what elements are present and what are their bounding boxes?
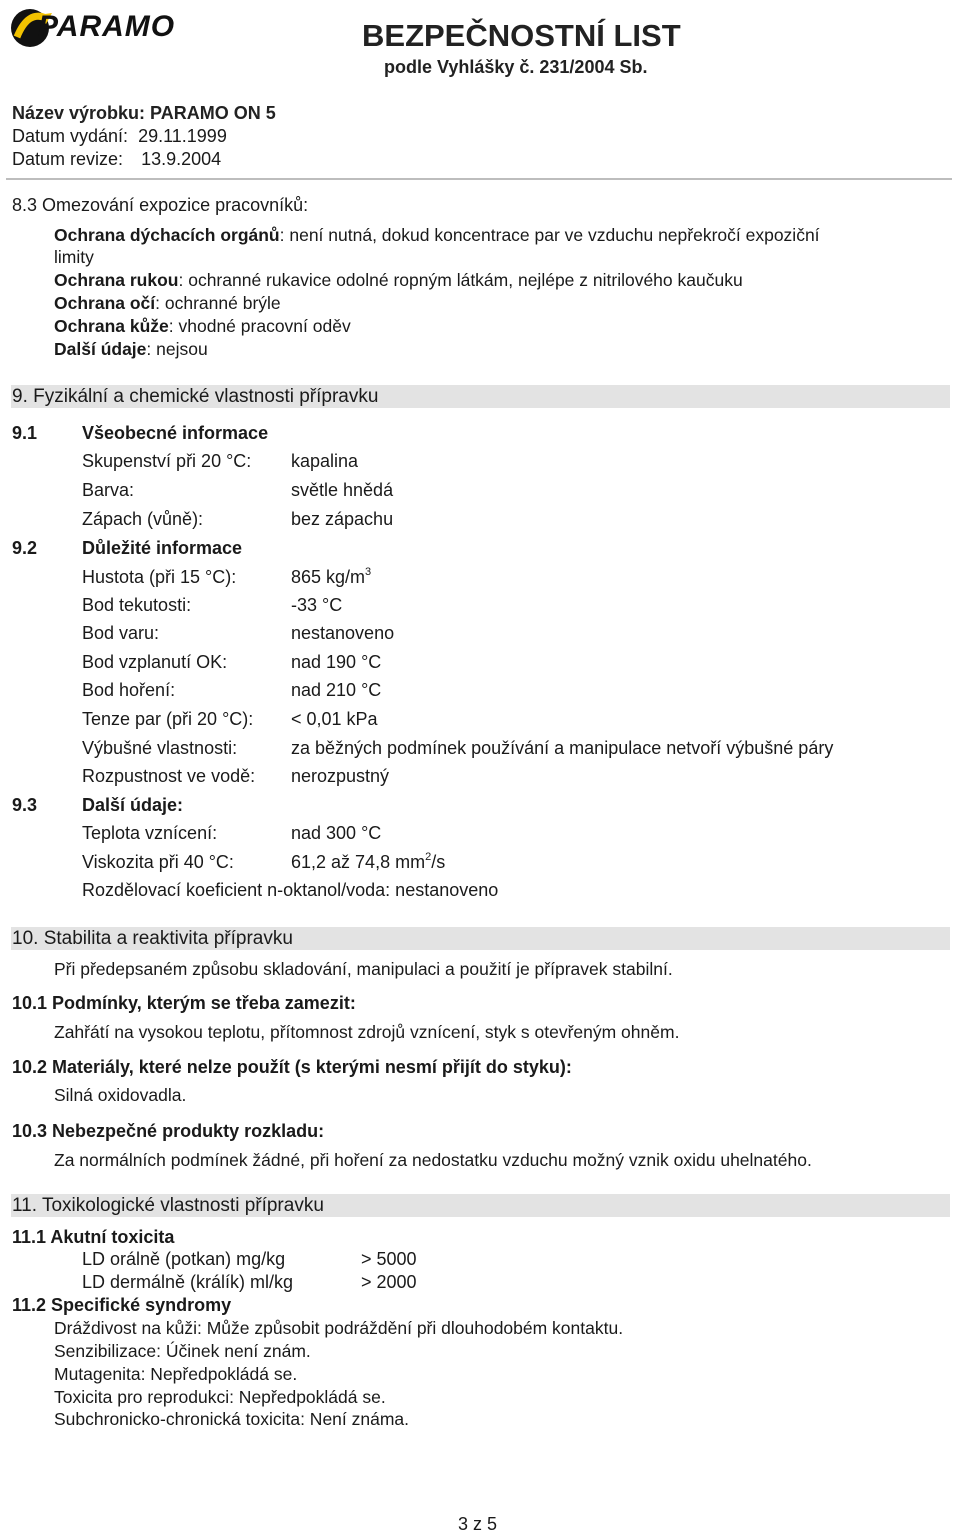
s91-num: 9.1 <box>12 423 38 443</box>
viscosity-value-text: 61,2 až 74,8 mm <box>291 852 426 872</box>
important-label: Tenze par (při 20 °C): <box>82 709 254 729</box>
s11-heading <box>11 1194 950 1217</box>
important-value: nerozpustný <box>291 766 390 786</box>
acute-label: LD orálně (potkan) mg/kg <box>82 1249 286 1269</box>
important-value: za běžných podmínek používání a manipulace netvoří výbušné páry <box>291 738 834 758</box>
general-value: bez zápachu <box>291 509 394 529</box>
partition-coefficient: Rozdělovací koeficient n-oktanol/voda: nestanoveno <box>82 880 499 900</box>
resp-text-cont: limity <box>54 247 94 267</box>
s10-title: 10. Stabilita a reaktivita přípravku <box>12 928 293 949</box>
page-number: 3 z 5 <box>458 1514 498 1534</box>
resp-text: : není nutná, dokud koncentrace par ve vzduchu nepřekročí expoziční <box>279 225 820 245</box>
s91-title: Všeobecné informace <box>82 423 269 443</box>
important-label: Bod varu: <box>82 623 160 643</box>
revision-value: 13.9.2004 <box>141 149 222 169</box>
s83-skin <box>54 315 351 337</box>
s102-title: 10.2 Materiály, které nelze použít (s kterými nesmí přijít do styku): <box>12 1057 572 1077</box>
general-value: světle hnědá <box>291 480 394 500</box>
revision-label: Datum revize: <box>12 149 124 169</box>
skin-label: Ochrana kůže <box>54 316 169 336</box>
other-text: : nejsou <box>146 339 208 359</box>
acute-value: > 2000 <box>361 1272 417 1292</box>
s83-respiratory <box>54 224 820 246</box>
important-value: nad 210 °C <box>291 680 382 700</box>
ignition-value: nad 300 °C <box>291 823 382 843</box>
paramo-logo <box>8 4 208 52</box>
important-label: Bod vzplanutí OK: <box>82 652 228 672</box>
header-divider <box>6 178 952 180</box>
s103-title: 10.3 Nebezpečné produkty rozkladu: <box>12 1121 325 1141</box>
s101-text: Zahřátí na vysokou teplotu, přítomnost zdrojů vznícení, styk s otevřeným ohněm. <box>54 1022 680 1042</box>
syndrome-item: Mutagenita: Nepředpokládá se. <box>54 1364 298 1384</box>
eyes-label: Ochrana očí <box>54 293 156 313</box>
syndrome-item: Toxicita pro reprodukci: Nepředpokládá se. <box>54 1387 386 1407</box>
issue-value: 29.11.1999 <box>138 126 227 146</box>
general-label: Barva: <box>82 480 135 500</box>
viscosity-label: Viskozita při 40 °C: <box>82 852 234 872</box>
s101-title: 10.1 Podmínky, kterým se třeba zamezit: <box>12 993 356 1013</box>
s11-title: 11. Toxikologické vlastnosti přípravku <box>12 1195 324 1216</box>
s92-title: Důležité informace <box>82 538 243 558</box>
ignition-label: Teplota vznícení: <box>82 823 218 843</box>
general-value: kapalina <box>291 451 359 471</box>
density-value-text: 865 kg/m <box>291 567 366 587</box>
s93-title: Další údaje: <box>82 795 184 815</box>
s10-text: Při předepsaném způsobu skladování, manipulaci a použití je přípravek stabilní. <box>54 959 673 979</box>
doc-subtitle: podle Vyhlášky č. 231/2004 Sb. <box>384 57 648 77</box>
s9-heading <box>11 385 950 408</box>
eyes-text: : ochranné brýle <box>155 293 281 313</box>
s9-title: 9. Fyzikální a chemické vlastnosti přípravku <box>12 386 379 407</box>
hands-text: : ochranné rukavice odolné ropným látkám, nejlépe z nitrilového kaučuku <box>178 270 743 290</box>
density-label: Hustota (při 15 °C): <box>82 567 237 587</box>
acute-label: LD dermálně (králík) ml/kg <box>82 1272 294 1292</box>
general-label: Zápach (vůně): <box>82 509 204 529</box>
s112-title: 11.2 Specifické syndromy <box>12 1295 232 1315</box>
general-label: Skupenství při 20 °C: <box>82 451 252 471</box>
s111-title: 11.1 Akutní toxicita <box>12 1227 175 1247</box>
important-value: < 0,01 kPa <box>291 709 378 729</box>
skin-text: : vhodné pracovní oděv <box>168 316 351 336</box>
s10-heading <box>11 927 950 950</box>
resp-label: Ochrana dýchacích orgánů <box>54 225 280 245</box>
viscosity-sup: 2 <box>425 851 432 863</box>
important-label: Bod hoření: <box>82 680 176 700</box>
issue-date <box>12 125 227 147</box>
viscosity-value <box>291 851 445 873</box>
acute-value: > 5000 <box>361 1249 417 1269</box>
s83-eyes <box>54 292 281 314</box>
important-label: Bod tekutosti: <box>82 595 192 615</box>
issue-label: Datum vydání: <box>12 126 129 146</box>
other-label: Další údaje <box>54 339 147 359</box>
s83-title: 8.3 Omezování expozice pracovníků: <box>12 195 309 215</box>
doc-title: BEZPEČNOSTNÍ LIST <box>362 18 681 53</box>
syndrome-item: Dráždivost na kůži: Může způsobit podráždění při dlouhodobém kontaktu. <box>54 1318 624 1338</box>
s93-num: 9.3 <box>12 795 38 815</box>
revision-date <box>12 148 221 170</box>
product-name: Název výrobku: PARAMO ON 5 <box>12 103 276 123</box>
s83-other <box>54 338 208 360</box>
important-value: -33 °C <box>291 595 343 615</box>
important-label: Rozpustnost ve vodě: <box>82 766 256 786</box>
logo-text: PARAMO <box>38 10 176 43</box>
important-value: nestanoveno <box>291 623 395 643</box>
density-sup: 3 <box>365 566 372 578</box>
syndrome-item: Subchronicko-chronická toxicita: Není známa. <box>54 1409 410 1429</box>
s92-num: 9.2 <box>12 538 38 558</box>
s102-text: Silná oxidovadla. <box>54 1085 187 1105</box>
syndrome-item: Senzibilizace: Účinek není znám. <box>54 1341 311 1361</box>
hands-label: Ochrana rukou <box>54 270 179 290</box>
important-label: Výbušné vlastnosti: <box>82 738 238 758</box>
s103-text: Za normálních podmínek žádné, při hoření za nedostatku vzduchu možný vznik oxidu uhelnatého. <box>54 1150 812 1170</box>
important-value: nad 190 °C <box>291 652 382 672</box>
density-value <box>291 566 371 588</box>
s83-hands <box>54 269 743 291</box>
viscosity-tail: /s <box>431 852 446 872</box>
